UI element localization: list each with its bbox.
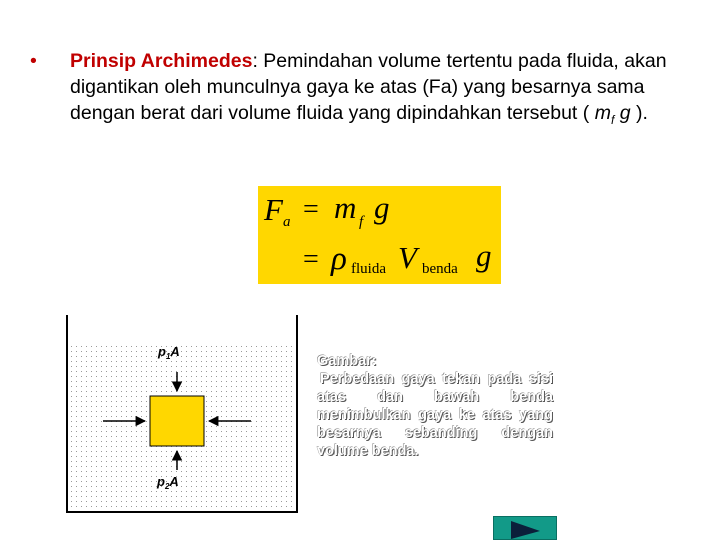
line2-equals: = [303,244,319,275]
next-slide-button[interactable] [493,516,557,540]
caption-body: Perbedaan gaya tekan pada sisi atas dan bawah benda menimbulkan gaya ke atas yang besarnya sebanding dengan volume benda. [317,371,553,459]
line2-density-subscript: fluida [351,261,386,277]
line1-equals: = [303,194,319,225]
line2-gravity: g [476,238,492,273]
bottom-pressure-label: $p_2A$ [157,474,179,491]
top-pressure-label: $p_1A$ [158,344,180,361]
line2-density: ρ [331,241,347,277]
lhs-force: F [264,192,283,227]
mass-subscript: f [610,112,615,127]
bullet-dot: • [30,50,37,72]
play-arrow-icon [494,517,556,539]
submerged-block [150,396,204,446]
figure-caption [317,352,553,460]
line2-volume: V [398,240,417,275]
gravity-variable: g [614,102,631,124]
mass-variable: m [594,102,611,124]
principle-description: : Pemindahan volume tertentu pada fluida, akan digantikan oleh munculnya gaya ke atas (Fa) yang besarnya sama dengan berat dari volume fluida yang dipindahkan tersebut ( [70,50,667,124]
line2-volume-subscript: benda [422,261,458,277]
closing-paren: ). [630,102,648,124]
principle-term: Prinsip Archimedes [70,50,253,72]
line1-gravity: g [374,190,390,225]
line1-mass-subscript: f [359,214,364,230]
lhs-force-subscript: a [283,214,291,230]
caption-title: Gambar: [317,353,377,369]
line1-mass: m [334,190,357,225]
